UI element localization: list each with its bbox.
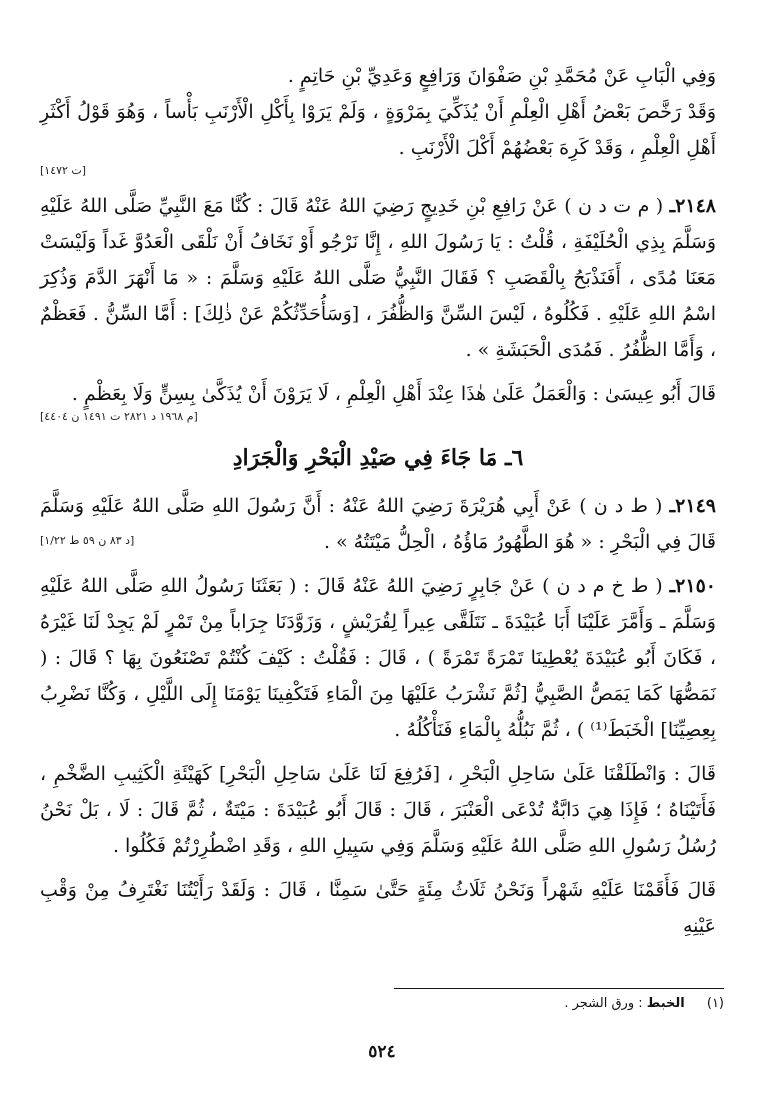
hadith-2148 [40, 188, 716, 368]
reference-tag: [د ٨٣ ن ٥٩ ط ١/٢٢] [40, 534, 135, 547]
hadith-text: ( ط خ م د ن ) عَنْ جَابِرٍ رَضِيَ اللهُ عَنْهُ قَالَ : ( بَعَثَنَا رَسُولُ اللهِ صَلَّى اللهُ عَلَيْهِ وَسَلَّمَ ـ وَأَمَّرَ عَلَيْنَا أَبَا عُبَيْدَةَ ـ نَتَلَقَّى عِيراً لِقُرَيْشٍ ، وَزَوَّدَنَا جِرَاباً مِنْ تَمْرٍ لَمْ يَجِدْ لَنَا غَيْرَهُ ، فَكَانَ أَبُو عُبَيْدَةَ يُعْطِينَا تَمْرَةً تَمْرَةً ) ، قَالَ : فَقُلْتُ : كَيْفَ كُنْتُمْ تَصْنَعُونَ بِهَا ؟ قَالَ : ( نَمَصُّهَا كَمَا يَمَصُّ الصَّبِيُّ [ثُمَّ نَشْرَبُ عَلَيْهَا مِنَ الْمَاءِ فَتَكْفِينَا يَوْمَنَا إِلَى اللَّيْلِ ، وَكُنَّا نَضْرِبُ بِعِصِيِّنَا] الْخَبَطَ⁽¹⁾ ) ، ثُمَّ نَبُلُّهُ بِالْمَاءِ فَنَأْكُلُهُ . [40, 575, 716, 741]
text-line: وَفِي الْبَابِ عَنْ مُحَمَّدِ بْنِ صَفْوَانَ وَرَافِعٍ وَعَدِيِّ بْنِ حَاتِمٍ . [287, 65, 716, 87]
text-paragraph: قَالَ : وَانْطَلَقْنَا عَلَىٰ سَاحِلِ الْبَحْرِ ، [فَرُفِعَ لَنَا عَلَىٰ سَاحِلِ الْبَحْرِ] كَهَيْئَةِ الْكَثِيبِ الضَّخْمِ ، فَأَتَيْنَاهُ ؛ فَإِذَا هِيَ دَابَّةٌ تُدْعَى الْعَنْبَرَ ، قَالَ : قَالَ أَبُو عُبَيْدَةَ : مَيْتَةٌ ، ثُمَّ قَالَ : لَا ، بَلْ نَحْنُ رُسُلُ رَسُولِ اللهِ صَلَّى اللهُ عَلَيْهِ وَسَلَّمَ وَفِي سَبِيلِ اللهِ ، وَقَدِ اضْطُرِرْتُمْ فَكُلُوا . [40, 763, 716, 857]
reference-tag: [م ١٩٦٨ د ٢٨٢١ ت ١٤٩١ ن ٤٤٠٤] [40, 410, 198, 423]
footnote [564, 996, 724, 1011]
footnote-number: (١) [706, 996, 724, 1011]
footnote-term: الخبط [646, 996, 685, 1011]
footnote-definition: : ورق الشجر . [564, 996, 643, 1011]
page-body [40, 58, 716, 944]
hadith-number: ٢١٤٩ـ [669, 495, 716, 517]
footnote-divider [394, 988, 724, 989]
abu-isa-comment: قَالَ أَبُو عِيسَىٰ : وَالْعَمَلُ عَلَىٰ هٰذَا عِنْدَ أَهْلِ الْعِلْمِ ، لَا يَرَوْنَ أَنْ يُذَكَّىٰ بِسِنٍّ وَلَا بِعَظْمٍ . [71, 383, 716, 405]
hadith-text: ( م ت د ن ) عَنْ رَافِعِ بْنِ خَدِيجٍ رَضِيَ اللهُ عَنْهُ قَالَ : كُنَّا مَعَ النَّبِيِّ صَلَّى اللهُ عَلَيْهِ وَسَلَّمَ بِذِي الْحُلَيْفَةِ ، قُلْتُ : يَا رَسُولَ اللهِ ، إِنَّا نَرْجُو أَوْ نَخَافُ أَنْ نَلْقَى الْعَدُوَّ غَداً وَلَيْسَتْ مَعَنَا مُدًى ، أَفَنَذْبَحُ بِالْقَصَبِ ؟ فَقَالَ النَّبِيُّ صَلَّى اللهُ عَلَيْهِ وَسَلَّمَ : « مَا أَنْهَرَ الدَّمَ وَذُكِرَ اسْمُ اللهِ عَلَيْهِ . فَكُلُوهُ ، لَيْسَ السِّنَّ وَالظُّفُرَ ، [وَسَأُحَدِّثُكُمْ عَنْ ذٰلِكَ] : أَمَّا السِّنُّ . فَعَظْمٌ ، وَأَمَّا الظُّفُرُ . فَمُدَى الْحَبَشَةِ » . [40, 195, 716, 361]
text-paragraph: وَقَدْ رَخَّصَ بَعْضُ أَهْلِ الْعِلْمِ أَنْ يُذَكِّيَ بِمَرْوَةٍ ، وَلَمْ يَرَوْا بِأَكْلِ الْأَرْنَبِ بَأْساً ، وَهُوَ قَوْلُ أَكْثَرِ أَهْلِ الْعِلْمِ ، وَقَدْ كَرِهَ بَعْضُهُمْ أَكْلَ الْأَرْنَبِ . [40, 101, 716, 159]
reference-tag: [ت ١٤٧٢] [40, 164, 87, 177]
hadith-number: ٢١٤٨ـ [669, 195, 716, 217]
page-number: ٥٢٤ [368, 1042, 396, 1062]
hadith-2149 [40, 488, 716, 560]
section-heading: ٦ـ مَا جَاءَ فِي صَيْدِ الْبَحْرِ وَالْجَرَادِ [232, 445, 524, 471]
text-paragraph: قَالَ فَأَقَمْنَا عَلَيْهِ شَهْراً وَنَحْنُ ثَلَاثُ مِئَةٍ حَتَّىٰ سَمِنَّا ، قَالَ : وَلَقَدْ رَأَيْتُنَا نَغْتَرِفُ مِنْ وَقْبِ عَيْنِهِ [40, 879, 716, 937]
hadith-number: ٢١٥٠ـ [669, 575, 716, 597]
hadith-2150 [40, 568, 716, 748]
hadith-text: ( ط د ن ) عَنْ أَبِي هُرَيْرَةَ رَضِيَ اللهُ عَنْهُ : أَنَّ رَسُولَ اللهِ صَلَّى اللهُ عَلَيْهِ وَسَلَّمَ قَالَ فِي الْبَحْرِ : « هُوَ الطَّهُورُ مَاؤُهُ ، الْحِلُّ مَيْتَتُهُ » . [40, 495, 716, 553]
